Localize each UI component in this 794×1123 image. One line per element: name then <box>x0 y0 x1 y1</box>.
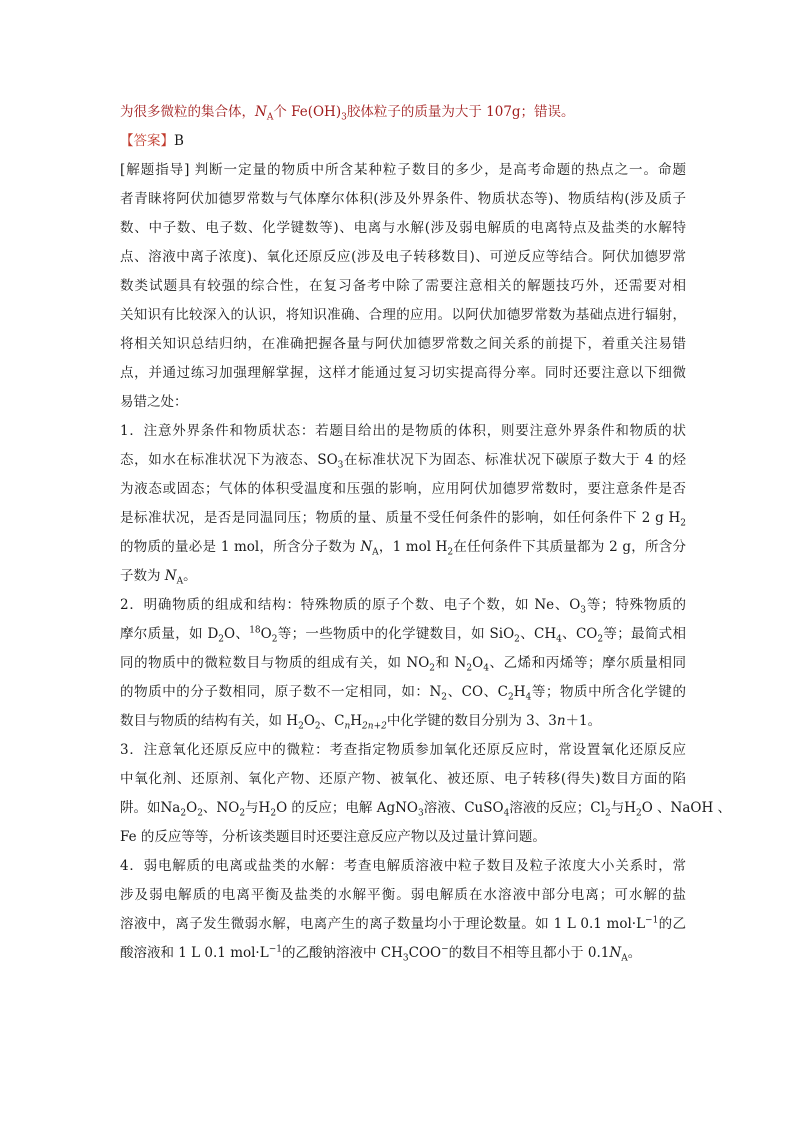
guide-line-1: [解题指导] 判断一定量的物质中所含某种粒子数目的多少，是高考命题的热点之一。命题 <box>120 162 686 178</box>
point-2-line-3: 同的物质中的微粒数目与物质的组成有关，如 $NO_2$和 $N_2O_4$、乙烯和丙烯等；摩尔质量相同 <box>120 655 687 674</box>
guide-line-2: 者青睐将阿伏加德罗常数与气体摩尔体积(涉及外界条件、物质状态等)、物质结构(涉及质子 <box>120 191 686 207</box>
point-1-line-5: 的物质的量必是 1 mol，所含分子数为 $N_A$，1 mol $H_2$在任何条件下其质量都为 2 g，所含分 <box>120 539 686 558</box>
answer-label: 【答案】 <box>120 133 174 149</box>
point-4-line-4: 酸溶液和 1 L 0.1 $mol\cdot L^{-1}$的乙酸钠溶液中 $CH_3COO^-$的数目不相等且都小于 $0.1N_A$。 <box>120 944 642 964</box>
point-1-line-6: 子数为 $N_A$。 <box>120 568 197 587</box>
point-3-line-2: 中氧化剂、还原剂、氧化产物、还原产物、被氧化、被还原、电子转移(得失)数目方面的陷 <box>120 771 686 787</box>
point-1-line-4: 是标准状况，是否是同温同压；物质的量、质量不受任何条件的影响，如任何条件下 2 g $H_2$ <box>120 510 686 529</box>
line-conclusion: 为很多微粒的集合体，$N_A$个 $Fe(OH)_3$胶体粒子的质量为大于 107g；错误。 <box>120 104 575 123</box>
guide-line-5: 数类试题具有较强的综合性，在复习备考中除了需要注意相关的解题技巧外，还需要对相 <box>120 278 686 294</box>
guide-line-4: 点、溶液中离子浓度)、氧化还原反应(涉及电子转移数目)、可逆反应等结合。阿伏加德罗常 <box>120 249 686 265</box>
point-1-line-2: 态，如水在标准状况下为液态、$SO_3$在标准状况下为固态、标准状况下碳原子数大于 4 的烃 <box>120 452 686 471</box>
guide-line-8: 点，并通过练习加强理解掌握，这样才能通过复习切实提高得分率。同时还要注意以下细微 <box>120 365 686 381</box>
point-3-line-3: 阱。如$Na_2O_2$、$NO_2$与$H_2O$ 的反应；电解 AgNO$_3$溶液、CuSO$_4$溶液的反应；$Cl_2$与$H_2O$ 、NaOH 、 <box>120 800 732 819</box>
guide-line-9: 易错之处： <box>120 394 188 410</box>
point-3-line-1: 3．注意氧化还原反应中的微粒：考查指定物质参加氧化还原反应时，常设置氧化还原反应 <box>120 742 686 758</box>
document-body <box>120 98 732 968</box>
point-2-line-4: 的物质中的分子数相同，原子数不一定相同，如：$N_2$、CO、$C_2H_4$等；物质中所含化学键的 <box>120 684 686 703</box>
guide-line-7: 将相关知识总结归纳，在准确把握各量与阿伏加德罗常数之间关系的前提下，着重关注易错 <box>120 336 686 352</box>
guide-line-3: 数、中子数、电子数、化学键数等)、电离与水解(涉及弱电解质的电离特点及盐类的水解特 <box>120 220 686 236</box>
point-2-line-1: 2．明确物质的组成和结构：特殊物质的原子个数、电子个数，如 Ne、$O_3$等；特殊物质的 <box>120 597 687 616</box>
point-1-line-3: 为液态或固态；气体的体积受温度和压强的影响，应用阿伏加德罗常数时，要注意条件是否 <box>120 481 686 497</box>
point-4-line-3: 溶液中，离子发生微弱水解，电离产生的离子数量均小于理论数量。如 1 L 0.1 $mol\cdot L^{-1}$的乙 <box>120 915 686 932</box>
point-2-line-5: 数目与物质的结构有关，如 $H_2O_2$、$C_nH_{2n+2}$中化学键的数目分别为 3、3n＋1。 <box>120 713 602 732</box>
answer-value: B <box>174 133 184 149</box>
point-1-line-1: 1．注意外界条件和物质状态：若题目给出的是物质的体积，则要注意外界条件和物质的状 <box>120 423 686 439</box>
point-4-line-1: 4．弱电解质的电离或盐类的水解：考查电解质溶液中粒子数目及粒子浓度大小关系时，常 <box>120 858 686 874</box>
answer-line <box>120 127 686 156</box>
guide-line-6: 关知识有比较深入的认识，将知识准确、合理的应用。以阿伏加德罗常数为基础点进行辐射， <box>120 307 686 323</box>
point-2-line-2: 摩尔质量，如 $D_2O$、$^{18}O_2$等；一些物质中的化学键数目，如 SiO$_2$、$CH_4$、$CO_2$等；最简式相 <box>120 625 686 645</box>
point-4-line-2: 涉及弱电解质的电离平衡及盐类的水解平衡。弱电解质在水溶液中部分电离；可水解的盐 <box>120 887 686 903</box>
point-3-line-4: Fe 的反应等等，分析该类题目时还要注意反应产物以及过量计算问题。 <box>120 829 546 845</box>
